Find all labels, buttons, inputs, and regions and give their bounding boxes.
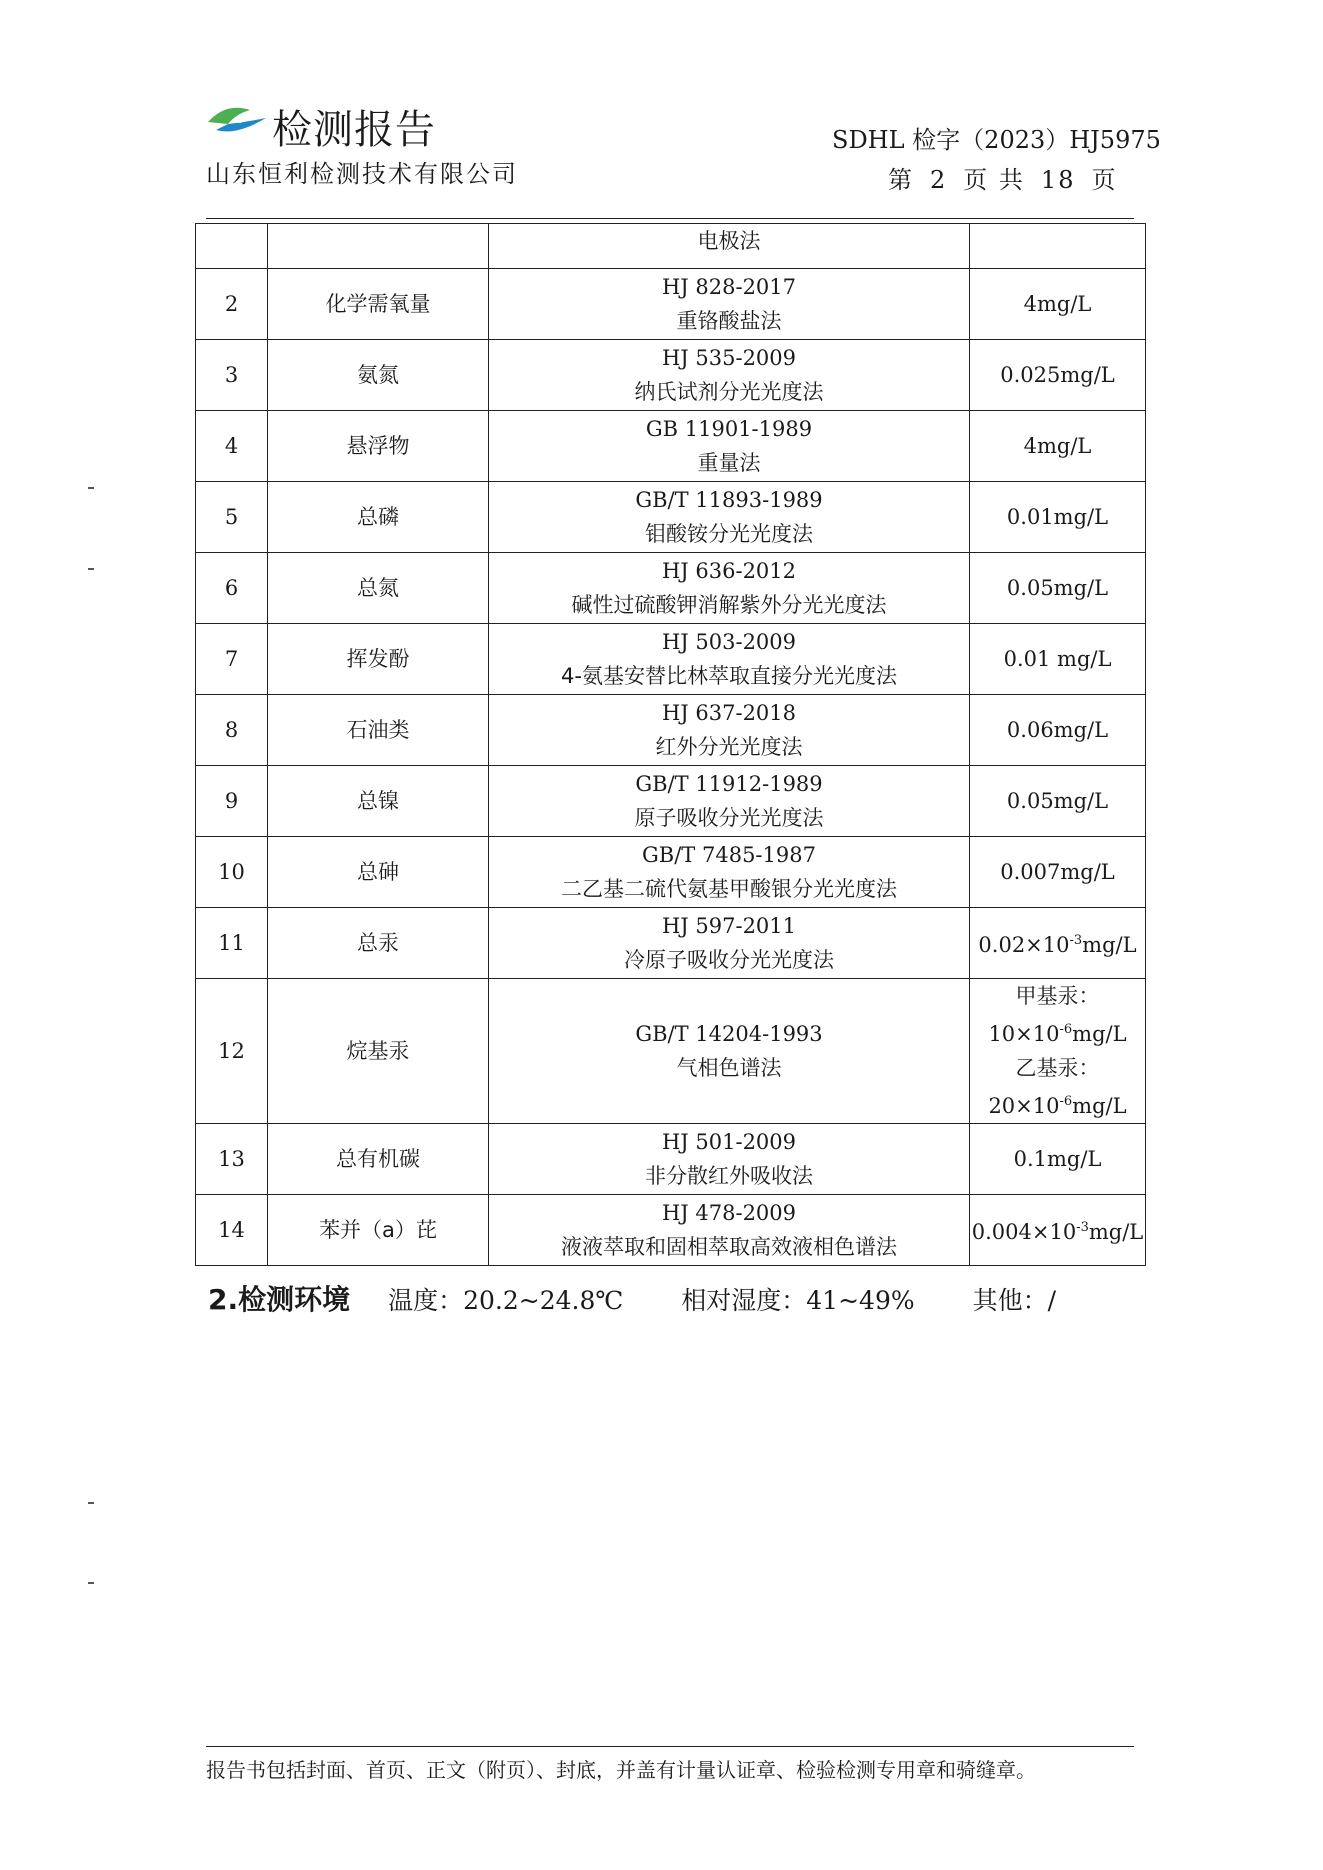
method-standard: HJ 535-2009 bbox=[661, 346, 797, 370]
row-no: 9 bbox=[196, 766, 268, 837]
method-name: 重铬酸盐法 bbox=[676, 309, 782, 333]
method-name: 非分散红外吸收法 bbox=[645, 1164, 813, 1188]
environment-title: 2.检测环境 bbox=[208, 1283, 351, 1316]
methods-table bbox=[195, 223, 1146, 1266]
row-no: 5 bbox=[196, 482, 268, 553]
limit-exponent: -3 bbox=[1076, 1220, 1089, 1235]
table-row bbox=[196, 411, 1146, 482]
report-number: SDHL 检字（2023）HJ5975 bbox=[832, 126, 1161, 154]
row-item: 总氮 bbox=[268, 553, 489, 624]
limit-base: 20×10 bbox=[988, 1094, 1060, 1118]
row-item: 挥发酚 bbox=[268, 624, 489, 695]
table-row bbox=[196, 695, 1146, 766]
limit-label-methyl: 甲基汞： bbox=[1015, 984, 1100, 1008]
footer-note: 报告书包括封面、首页、正文（附页）、封底，并盖有计量认证章、检验检测专用章和骑缝章。 bbox=[206, 1758, 1036, 1782]
row-no: 6 bbox=[196, 553, 268, 624]
scan-mark bbox=[88, 1582, 94, 1584]
page-total: 18 bbox=[1040, 166, 1076, 194]
header-divider bbox=[206, 218, 1134, 219]
method-name: 二乙基二硫代氨基甲酸银分光光度法 bbox=[561, 877, 897, 901]
method-standard: GB/T 11912-1989 bbox=[635, 772, 823, 796]
method-name: 电极法 bbox=[697, 229, 761, 253]
row-item: 氨氮 bbox=[268, 340, 489, 411]
row-method bbox=[489, 624, 970, 695]
row-item: 烷基汞 bbox=[268, 979, 489, 1124]
logo-star bbox=[237, 117, 243, 123]
row-no: 12 bbox=[196, 979, 268, 1124]
scan-mark bbox=[88, 1502, 94, 1504]
page-indicator bbox=[880, 160, 1125, 195]
row-item: 总砷 bbox=[268, 837, 489, 908]
row-limit: 0.05mg/L bbox=[970, 553, 1146, 624]
page-suffix: 页 bbox=[1091, 166, 1118, 194]
footer-divider bbox=[206, 1746, 1134, 1747]
method-standard: HJ 597-2011 bbox=[661, 914, 797, 938]
method-name: 4-氨基安替比林萃取直接分光光度法 bbox=[561, 664, 897, 688]
table-row bbox=[196, 908, 1146, 979]
table-row bbox=[196, 1124, 1146, 1195]
row-item: 苯并（a）芘 bbox=[268, 1195, 489, 1266]
limit-base: 10×10 bbox=[988, 1022, 1060, 1046]
limit-exponent: -3 bbox=[1069, 933, 1083, 948]
row-no bbox=[196, 224, 268, 269]
row-no: 4 bbox=[196, 411, 268, 482]
row-method bbox=[489, 1195, 970, 1266]
method-name: 纳氏试剂分光光度法 bbox=[634, 380, 824, 404]
table-row bbox=[196, 224, 1146, 269]
row-no: 2 bbox=[196, 269, 268, 340]
row-item: 悬浮物 bbox=[268, 411, 489, 482]
limit-value-methyl bbox=[970, 1013, 1145, 1051]
row-method bbox=[489, 269, 970, 340]
method-name: 原子吸收分光光度法 bbox=[634, 806, 824, 830]
test-environment bbox=[208, 1278, 1056, 1318]
method-name: 红外分光光度法 bbox=[655, 735, 803, 759]
row-method bbox=[489, 908, 970, 979]
table-row bbox=[196, 269, 1146, 340]
row-limit: 4mg/L bbox=[970, 411, 1146, 482]
limit-label-ethyl: 乙基汞： bbox=[1015, 1056, 1100, 1080]
method-standard: GB/T 7485-1987 bbox=[642, 843, 816, 867]
limit-unit: mg/L bbox=[1082, 933, 1137, 957]
row-limit: 0.007mg/L bbox=[970, 837, 1146, 908]
limit-unit: mg/L bbox=[1072, 1022, 1127, 1046]
table-row bbox=[196, 979, 1146, 1124]
row-method bbox=[489, 553, 970, 624]
method-name: 钼酸铵分光光度法 bbox=[645, 522, 813, 546]
method-standard: HJ 828-2017 bbox=[661, 275, 797, 299]
method-name: 重量法 bbox=[697, 451, 761, 475]
logo-leaf-green bbox=[208, 108, 250, 124]
method-name: 气相色谱法 bbox=[676, 1056, 782, 1080]
row-limit bbox=[970, 908, 1146, 979]
method-standard: GB/T 11893-1989 bbox=[635, 488, 823, 512]
limit-value-ethyl bbox=[970, 1085, 1145, 1123]
row-method bbox=[489, 837, 970, 908]
report-title: 检测报告 bbox=[272, 107, 436, 153]
limit-base: 0.02×10 bbox=[978, 933, 1070, 957]
row-limit: 4mg/L bbox=[970, 269, 1146, 340]
method-standard: HJ 478-2009 bbox=[661, 1201, 797, 1225]
row-item: 化学需氧量 bbox=[268, 269, 489, 340]
table-row bbox=[196, 624, 1146, 695]
page-mid: 页 共 bbox=[963, 166, 1025, 194]
row-limit: 0.01mg/L bbox=[970, 482, 1146, 553]
table-row bbox=[196, 553, 1146, 624]
row-method bbox=[489, 411, 970, 482]
scan-mark bbox=[88, 568, 94, 570]
table-row bbox=[196, 766, 1146, 837]
row-method bbox=[489, 766, 970, 837]
company-logo bbox=[206, 100, 268, 140]
row-item bbox=[268, 224, 489, 269]
environment-temperature: 温度：20.2~24.8℃ bbox=[388, 1286, 624, 1315]
row-no: 10 bbox=[196, 837, 268, 908]
table-row bbox=[196, 340, 1146, 411]
row-limit bbox=[970, 1195, 1146, 1266]
method-name: 碱性过硫酸钾消解紫外分光光度法 bbox=[571, 593, 887, 617]
row-no: 13 bbox=[196, 1124, 268, 1195]
row-method bbox=[489, 482, 970, 553]
row-no: 3 bbox=[196, 340, 268, 411]
page-current: 2 bbox=[930, 166, 948, 194]
row-limit: 0.06mg/L bbox=[970, 695, 1146, 766]
row-method bbox=[489, 695, 970, 766]
table-row bbox=[196, 482, 1146, 553]
limit-unit: mg/L bbox=[1088, 1220, 1144, 1244]
page-prefix: 第 bbox=[888, 166, 914, 194]
row-item: 总镍 bbox=[268, 766, 489, 837]
method-standard: HJ 501-2009 bbox=[661, 1130, 797, 1154]
table-row bbox=[196, 837, 1146, 908]
row-limit bbox=[970, 979, 1146, 1124]
row-item: 总磷 bbox=[268, 482, 489, 553]
row-limit: 0.01 mg/L bbox=[970, 624, 1146, 695]
row-item: 石油类 bbox=[268, 695, 489, 766]
row-method bbox=[489, 340, 970, 411]
row-no: 8 bbox=[196, 695, 268, 766]
method-name: 冷原子吸收分光光度法 bbox=[624, 948, 834, 972]
method-standard: HJ 503-2009 bbox=[661, 630, 797, 654]
company-name: 山东恒利检测技术有限公司 bbox=[206, 160, 518, 188]
row-limit: 0.05mg/L bbox=[970, 766, 1146, 837]
row-method bbox=[489, 224, 970, 269]
row-no: 11 bbox=[196, 908, 268, 979]
method-standard: GB 11901-1989 bbox=[645, 417, 813, 441]
environment-other: 其他：/ bbox=[972, 1286, 1056, 1315]
row-method bbox=[489, 979, 970, 1124]
environment-humidity: 相对湿度：41~49% bbox=[681, 1286, 915, 1315]
limit-unit: mg/L bbox=[1072, 1094, 1127, 1118]
row-method bbox=[489, 1124, 970, 1195]
row-item: 总汞 bbox=[268, 908, 489, 979]
method-standard: GB/T 14204-1993 bbox=[635, 1022, 823, 1046]
row-limit: 0.025mg/L bbox=[970, 340, 1146, 411]
row-no: 14 bbox=[196, 1195, 268, 1266]
method-name: 液液萃取和固相萃取高效液相色谱法 bbox=[561, 1235, 897, 1259]
method-standard: HJ 637-2018 bbox=[661, 701, 797, 725]
method-standard: HJ 636-2012 bbox=[661, 559, 797, 583]
table-row bbox=[196, 1195, 1146, 1266]
row-limit: 0.1mg/L bbox=[970, 1124, 1146, 1195]
row-limit bbox=[970, 224, 1146, 269]
scan-mark bbox=[88, 487, 94, 489]
row-no: 7 bbox=[196, 624, 268, 695]
limit-exponent: -6 bbox=[1059, 1094, 1073, 1109]
limit-exponent: -6 bbox=[1059, 1022, 1073, 1037]
row-item: 总有机碳 bbox=[268, 1124, 489, 1195]
limit-base: 0.004×10 bbox=[971, 1220, 1077, 1244]
